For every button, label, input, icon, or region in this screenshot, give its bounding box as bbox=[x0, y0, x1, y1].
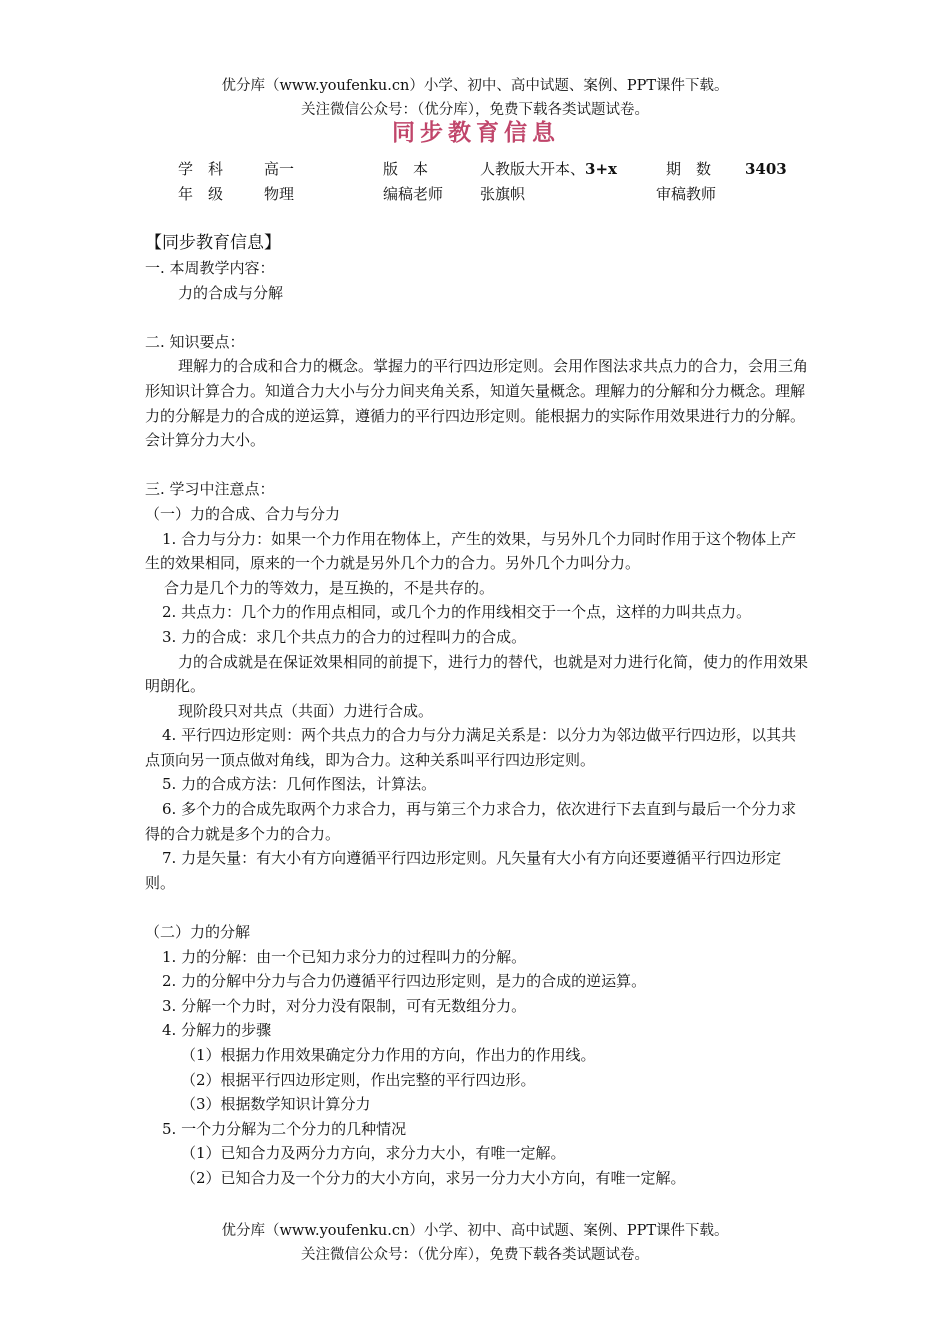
header-line-2: 关注微信公众号：（优分库），免费下载各类试题试卷。 bbox=[301, 102, 649, 118]
editor-label: 编稿老师 bbox=[383, 185, 444, 203]
list-item: 4. 平行四边形定则：两个共点力的合力与分力满足关系是：以分力为邻边做平行四边形，以其共点顶向另一顶点做对角线，即为合力。这种关系叫平行四边形定则。 bbox=[145, 726, 797, 769]
sub-list-item: （2）根据平行四边形定则，作出完整的平行四边形。 bbox=[181, 1070, 536, 1089]
version-value-bold: 3+x bbox=[585, 160, 617, 178]
list-item: 3. 分解一个力时，对分力没有限制，可有无数组分力。 bbox=[162, 996, 527, 1015]
list-item: 5. 力的合成方法：几何作图法，计算法。 bbox=[162, 775, 437, 794]
list-item-note: 合力是几个力的等效力，是互换的，不是共存的。 bbox=[164, 578, 495, 597]
list-item: 7. 力是矢量：有大小有方向遵循平行四边形定则。凡矢量有大小有方向还要遵循平行四边形定则。 bbox=[145, 849, 782, 892]
list-item: 1. 力的分解：由一个已知力求分力的过程叫力的分解。 bbox=[162, 947, 527, 966]
section-1-heading: 一. 本周教学内容： bbox=[145, 259, 275, 277]
section-3-heading: 三. 学习中注意点： bbox=[145, 480, 275, 499]
list-item: 6. 多个力的合成先取两个力求合力，再与第三个力求合力，依次进行下去直到与最后一个分力求得的合力就是多个力的合力。 bbox=[145, 800, 797, 843]
logo-text: 同步教育信息 bbox=[392, 120, 560, 146]
section-1-text: 力的合成与分解 bbox=[178, 283, 284, 302]
header-line-1: 优分库（www.youfenku.cn）小学、初中、高中试题、案例、PPT课件下载。 bbox=[221, 78, 729, 94]
list-item: 2. 力的分解中分力与合力仍遵循平行四边形定则，是力的合成的逆运算。 bbox=[162, 972, 647, 991]
logo-banner bbox=[380, 118, 572, 148]
version-value bbox=[480, 158, 617, 180]
sub-list-item: （1）根据力作用效果确定分力作用的方向，作出力的作用线。 bbox=[181, 1046, 596, 1064]
reviewer-label: 审稿教师 bbox=[656, 185, 717, 203]
version-value-text: 人教版大开本、 bbox=[480, 160, 586, 178]
list-item: 5. 一个力分解为二个分力的几种情况 bbox=[162, 1119, 407, 1138]
section-2-heading: 二. 知识要点： bbox=[145, 332, 245, 351]
issue-label: 期 数 bbox=[666, 160, 712, 178]
sub-list-item: （3）根据数学知识计算分力 bbox=[181, 1095, 371, 1114]
sub-list-item: （2）已知合力及一个分力的大小方向，求另一分力大小方向，有唯一定解。 bbox=[181, 1168, 686, 1187]
part-2-heading: （二）力的分解 bbox=[145, 923, 251, 942]
list-item: 2. 共点力：几个力的作用点相同，或几个力的作用线相交于一个点，这样的力叫共点力。 bbox=[162, 603, 752, 622]
issue-value: 3403 bbox=[745, 160, 787, 178]
grade-value: 物理 bbox=[264, 185, 295, 203]
list-item-note: 现阶段只对共点（共面）力进行合成。 bbox=[178, 701, 434, 720]
grade-label: 年 级 bbox=[178, 185, 224, 203]
version-label: 版 本 bbox=[383, 160, 429, 178]
list-item: 1. 合力与分力：如果一个力作用在物体上，产生的效果，与另外几个力同时作用于这个物体上产生的效果相同，原来的一个力就是另外几个力的合力。另外几个力叫分力。 bbox=[145, 529, 797, 573]
main-content bbox=[145, 230, 810, 1191]
section-2-text: 理解力的合成和合力的概念。掌握力的平行四边形定则。会用作图法求共点力的合力，会用三角形知识计算合力。知道合力大小与分力间夹角关系，知道矢量概念。理解力的分解和分力概念。理解力的分解是力的合成的逆运算，遵循力的平行四边形定则。能根据力的实际作用效果进行力的分解。会计算分力大小。 bbox=[145, 357, 809, 450]
list-item: 3. 力的合成：求几个共点力的合力的过程叫力的合成。 bbox=[162, 627, 527, 646]
section-title: 【同步教育信息】 bbox=[145, 233, 281, 253]
subject-label: 学 科 bbox=[178, 160, 224, 178]
part-1-heading: （一）力的合成、合力与分力 bbox=[145, 504, 341, 523]
footer-line-1: 优分库（www.youfenku.cn）小学、初中、高中试题、案例、PPT课件下载。 bbox=[221, 1223, 729, 1239]
list-item-note: 力的合成就是在保证效果相同的前提下，进行力的替代，也就是对力进行化简，使力的作用效果明朗化。 bbox=[145, 652, 809, 696]
sub-list-item: （1）已知合力及两分力方向，求分力大小，有唯一定解。 bbox=[181, 1144, 566, 1163]
editor-value: 张旗帜 bbox=[480, 185, 526, 203]
footer-line-2: 关注微信公众号：（优分库），免费下载各类试题试卷。 bbox=[301, 1247, 649, 1263]
list-item: 4. 分解力的步骤 bbox=[162, 1021, 272, 1040]
subject-value: 高一 bbox=[264, 160, 295, 178]
